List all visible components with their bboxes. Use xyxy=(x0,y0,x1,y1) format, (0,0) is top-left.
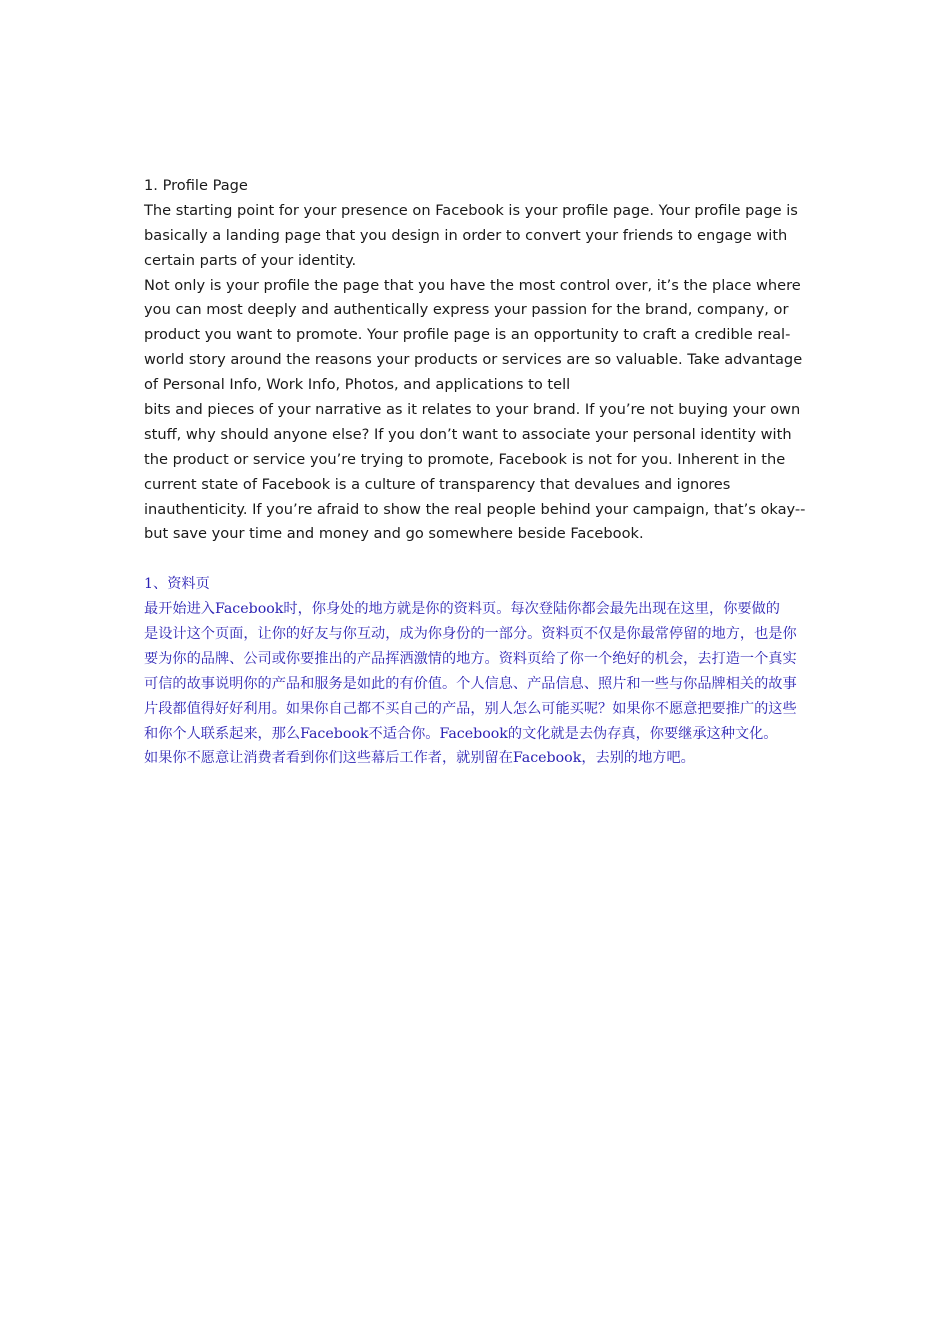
chinese-section xyxy=(144,572,808,771)
english-text-line: of Personal Info, Work Info, Photos, and applications to tell xyxy=(144,376,571,394)
english-text-line: bits and pieces of your narrative as it relates to your brand. If you’re not buying your own xyxy=(144,401,801,419)
chinese-text-line: 可信的故事说明你的产品和服务是如此的有价值。个人信息、产品信息、照片和一些与你品牌相关的故事 xyxy=(144,675,797,692)
english-text-line: product you want to promote. Your profile page is an opportunity to craft a credible real- xyxy=(144,326,791,344)
chinese-text-line: 和你个人联系起来，那么Facebook不适合你。Facebook的文化就是去伪存真，你要继承这种文化。 xyxy=(144,725,778,742)
english-section xyxy=(144,174,808,547)
english-text-line: certain parts of your identity. xyxy=(144,251,357,269)
chinese-heading: 1、资料页 xyxy=(144,576,210,593)
chinese-text-line: 是设计这个页面，让你的好友与你互动，成为你身份的一部分。资料页不仅是你最常停留的地方，也是你 xyxy=(144,626,797,643)
chinese-text-line: 最开始进入Facebook时，你身处的地方就是你的资料页。每次登陆你都会最先出现在这里，你要做的 xyxy=(144,601,780,618)
english-text-line: world story around the reasons your products or services are so valuable. Take advantage xyxy=(144,351,803,369)
document-content xyxy=(144,174,808,771)
english-text-line: the product or service you’re trying to promote, Facebook is not for you. Inherent in the xyxy=(144,450,786,468)
chinese-text-line: 如果你不愿意让消费者看到你们这些幕后工作者，就别留在Facebook，去别的地方吧。 xyxy=(144,750,695,767)
chinese-text-line: 片段都值得好好利用。如果你自己都不买自己的产品，别人怎么可能买呢？如果你不愿意把要推广的这些 xyxy=(144,700,797,717)
english-text-line: but save your time and money and go somewhere beside Facebook. xyxy=(144,525,644,543)
chinese-text-line: 要为你的品牌、公司或你要推出的产品挥洒激情的地方。资料页给了你一个绝好的机会，去打造一个真实 xyxy=(144,650,797,667)
english-text-line: stuff, why should anyone else? If you don’t want to associate your personal identity with xyxy=(144,425,792,443)
english-text-line: you can most deeply and authentically express your passion for the brand, company, or xyxy=(144,301,789,319)
english-text-line: The starting point for your presence on Facebook is your profile page. Your profile page is xyxy=(144,201,798,219)
english-text-line: basically a landing page that you design in order to convert your friends to engage with xyxy=(144,226,788,244)
english-text-line: inauthenticity. If you’re afraid to show the real people behind your campaign, that’s okay-- xyxy=(144,500,806,518)
english-heading: 1. Profile Page xyxy=(144,177,248,194)
english-text-line: current state of Facebook is a culture of transparency that devalues and ignores xyxy=(144,475,731,493)
english-text-line: Not only is your profile the page that you have the most control over, it’s the place where xyxy=(144,276,801,294)
